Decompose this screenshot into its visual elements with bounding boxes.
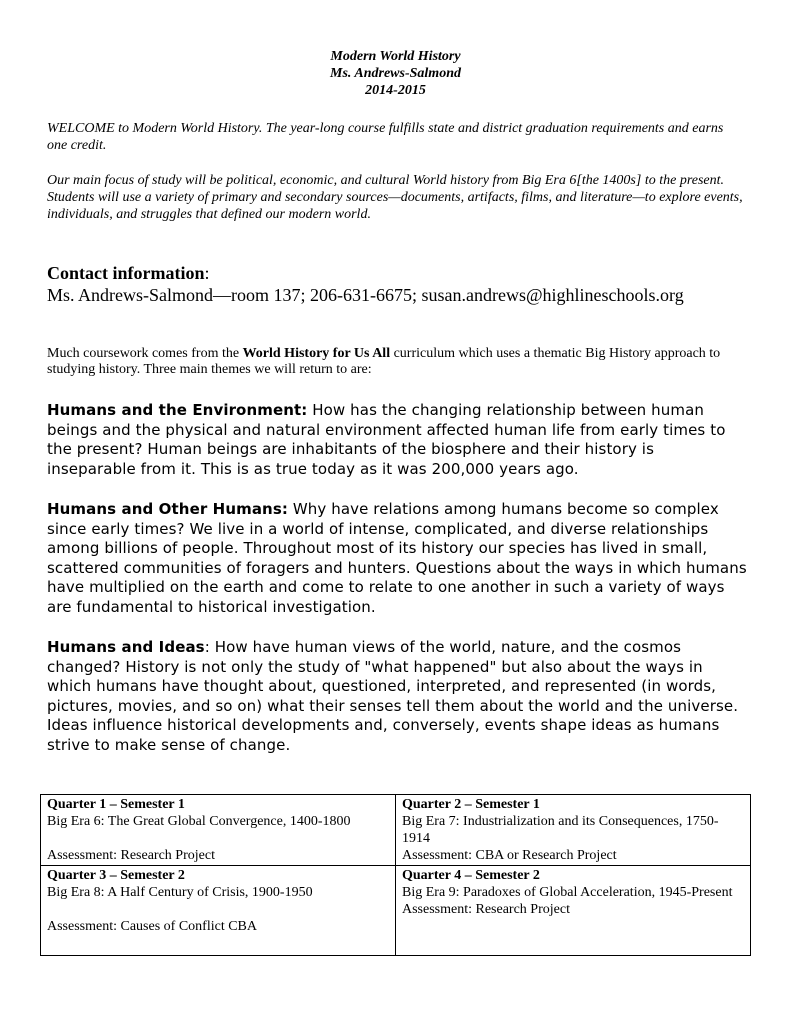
- contact-label-colon: :: [204, 263, 210, 283]
- theme-heading: Humans and Ideas: [47, 638, 205, 656]
- quarter-assessment: Assessment: CBA or Research Project: [402, 848, 617, 863]
- quarter-cell-4: [396, 866, 751, 956]
- course-title: Modern World History: [330, 49, 461, 64]
- coursework-paragraph: [47, 346, 747, 378]
- quarter-title: Quarter 2 – Semester 1: [402, 797, 540, 812]
- quarters-table: [40, 794, 751, 956]
- theme-heading: Humans and the Environment:: [47, 401, 308, 419]
- quarter-assessment: Assessment: Research Project: [47, 848, 215, 863]
- document-header: [0, 48, 791, 99]
- quarter-title: Quarter 4 – Semester 2: [402, 868, 540, 883]
- coursework-text-before: Much coursework comes from the: [47, 346, 243, 361]
- quarter-title: Quarter 1 – Semester 1: [47, 797, 185, 812]
- quarter-cell-2: [396, 795, 751, 866]
- quarter-title: Quarter 3 – Semester 2: [47, 868, 185, 883]
- quarter-cell-1: [41, 795, 396, 866]
- contact-section: [47, 262, 767, 306]
- curriculum-name: World History for Us All: [242, 346, 391, 361]
- theme-body: Why have relations among humans become so complex since early times? We live in a world of intense, complicated, and diverse relationships among billions of people. Throughout most of its history our species has lived in small, scattered communities of foragers and hunters. Questions about the ways in which humans have multiplied on the earth and come to relate to one another in such a variety of ways are fundamental to historical investigation.: [47, 500, 747, 616]
- quarter-era: Big Era 8: A Half Century of Crisis, 1900-1950: [47, 885, 313, 900]
- quarter-era: Big Era 6: The Great Global Convergence, 1400-1800: [47, 814, 351, 829]
- table-row: [41, 866, 751, 956]
- welcome-paragraph: WELCOME to Modern World History. The year-long course fulfills state and district graduation requirements and earns one credit.: [47, 121, 724, 153]
- theme-ideas: [47, 638, 747, 756]
- coursework-text-after: curriculum which uses a thematic Big History approach to studying history. Three main themes we will return to are:: [47, 346, 721, 377]
- table-row: [41, 795, 751, 866]
- quarter-era: Big Era 7: Industrialization and its Consequences, 1750-1914: [402, 814, 719, 846]
- teacher-name: Ms. Andrews-Salmond: [330, 66, 461, 81]
- quarter-assessment: Assessment: Research Project: [402, 902, 570, 917]
- quarter-era: Big Era 9: Paradoxes of Global Acceleration, 1945-Present: [402, 885, 733, 900]
- theme-heading: Humans and Other Humans:: [47, 500, 288, 518]
- theme-other-humans: [47, 500, 747, 618]
- theme-body: How has the changing relationship between human beings and the physical and natural environment affected human life from early times to the present? Human beings are inhabitants of the biosphere and their history is inseparable from it. This is as true today as it was 200,000 years ago.: [47, 401, 726, 478]
- quarter-cell-3: [41, 866, 396, 956]
- theme-body: : How have human views of the world, nature, and the cosmos changed? History is not only the study of "what happened" but also about the ways in which humans have thought about, questioned, interpreted, and represented (in words, pictures, movies, and so on) what their senses tell them about the world and the universe. Ideas influence historical developments and, conversely, events shape ideas as humans strive to make sense of change.: [47, 638, 739, 754]
- school-year: 2014-2015: [365, 83, 426, 98]
- contact-details: Ms. Andrews-Salmond—room 137; 206-631-6675; susan.andrews@highlineschools.org: [47, 285, 684, 305]
- contact-label: Contact information: [47, 263, 205, 283]
- focus-paragraph: Our main focus of study will be political, economic, and cultural World history from Big Era 6[the 1400s] to the present. Students will use a variety of primary and secondary sources—documents, artifacts, films, and literature—to explore events, individuals, and struggles that defined our modern world.: [47, 173, 743, 222]
- theme-environment: [47, 401, 747, 479]
- quarter-assessment: Assessment: Causes of Conflict CBA: [47, 919, 257, 934]
